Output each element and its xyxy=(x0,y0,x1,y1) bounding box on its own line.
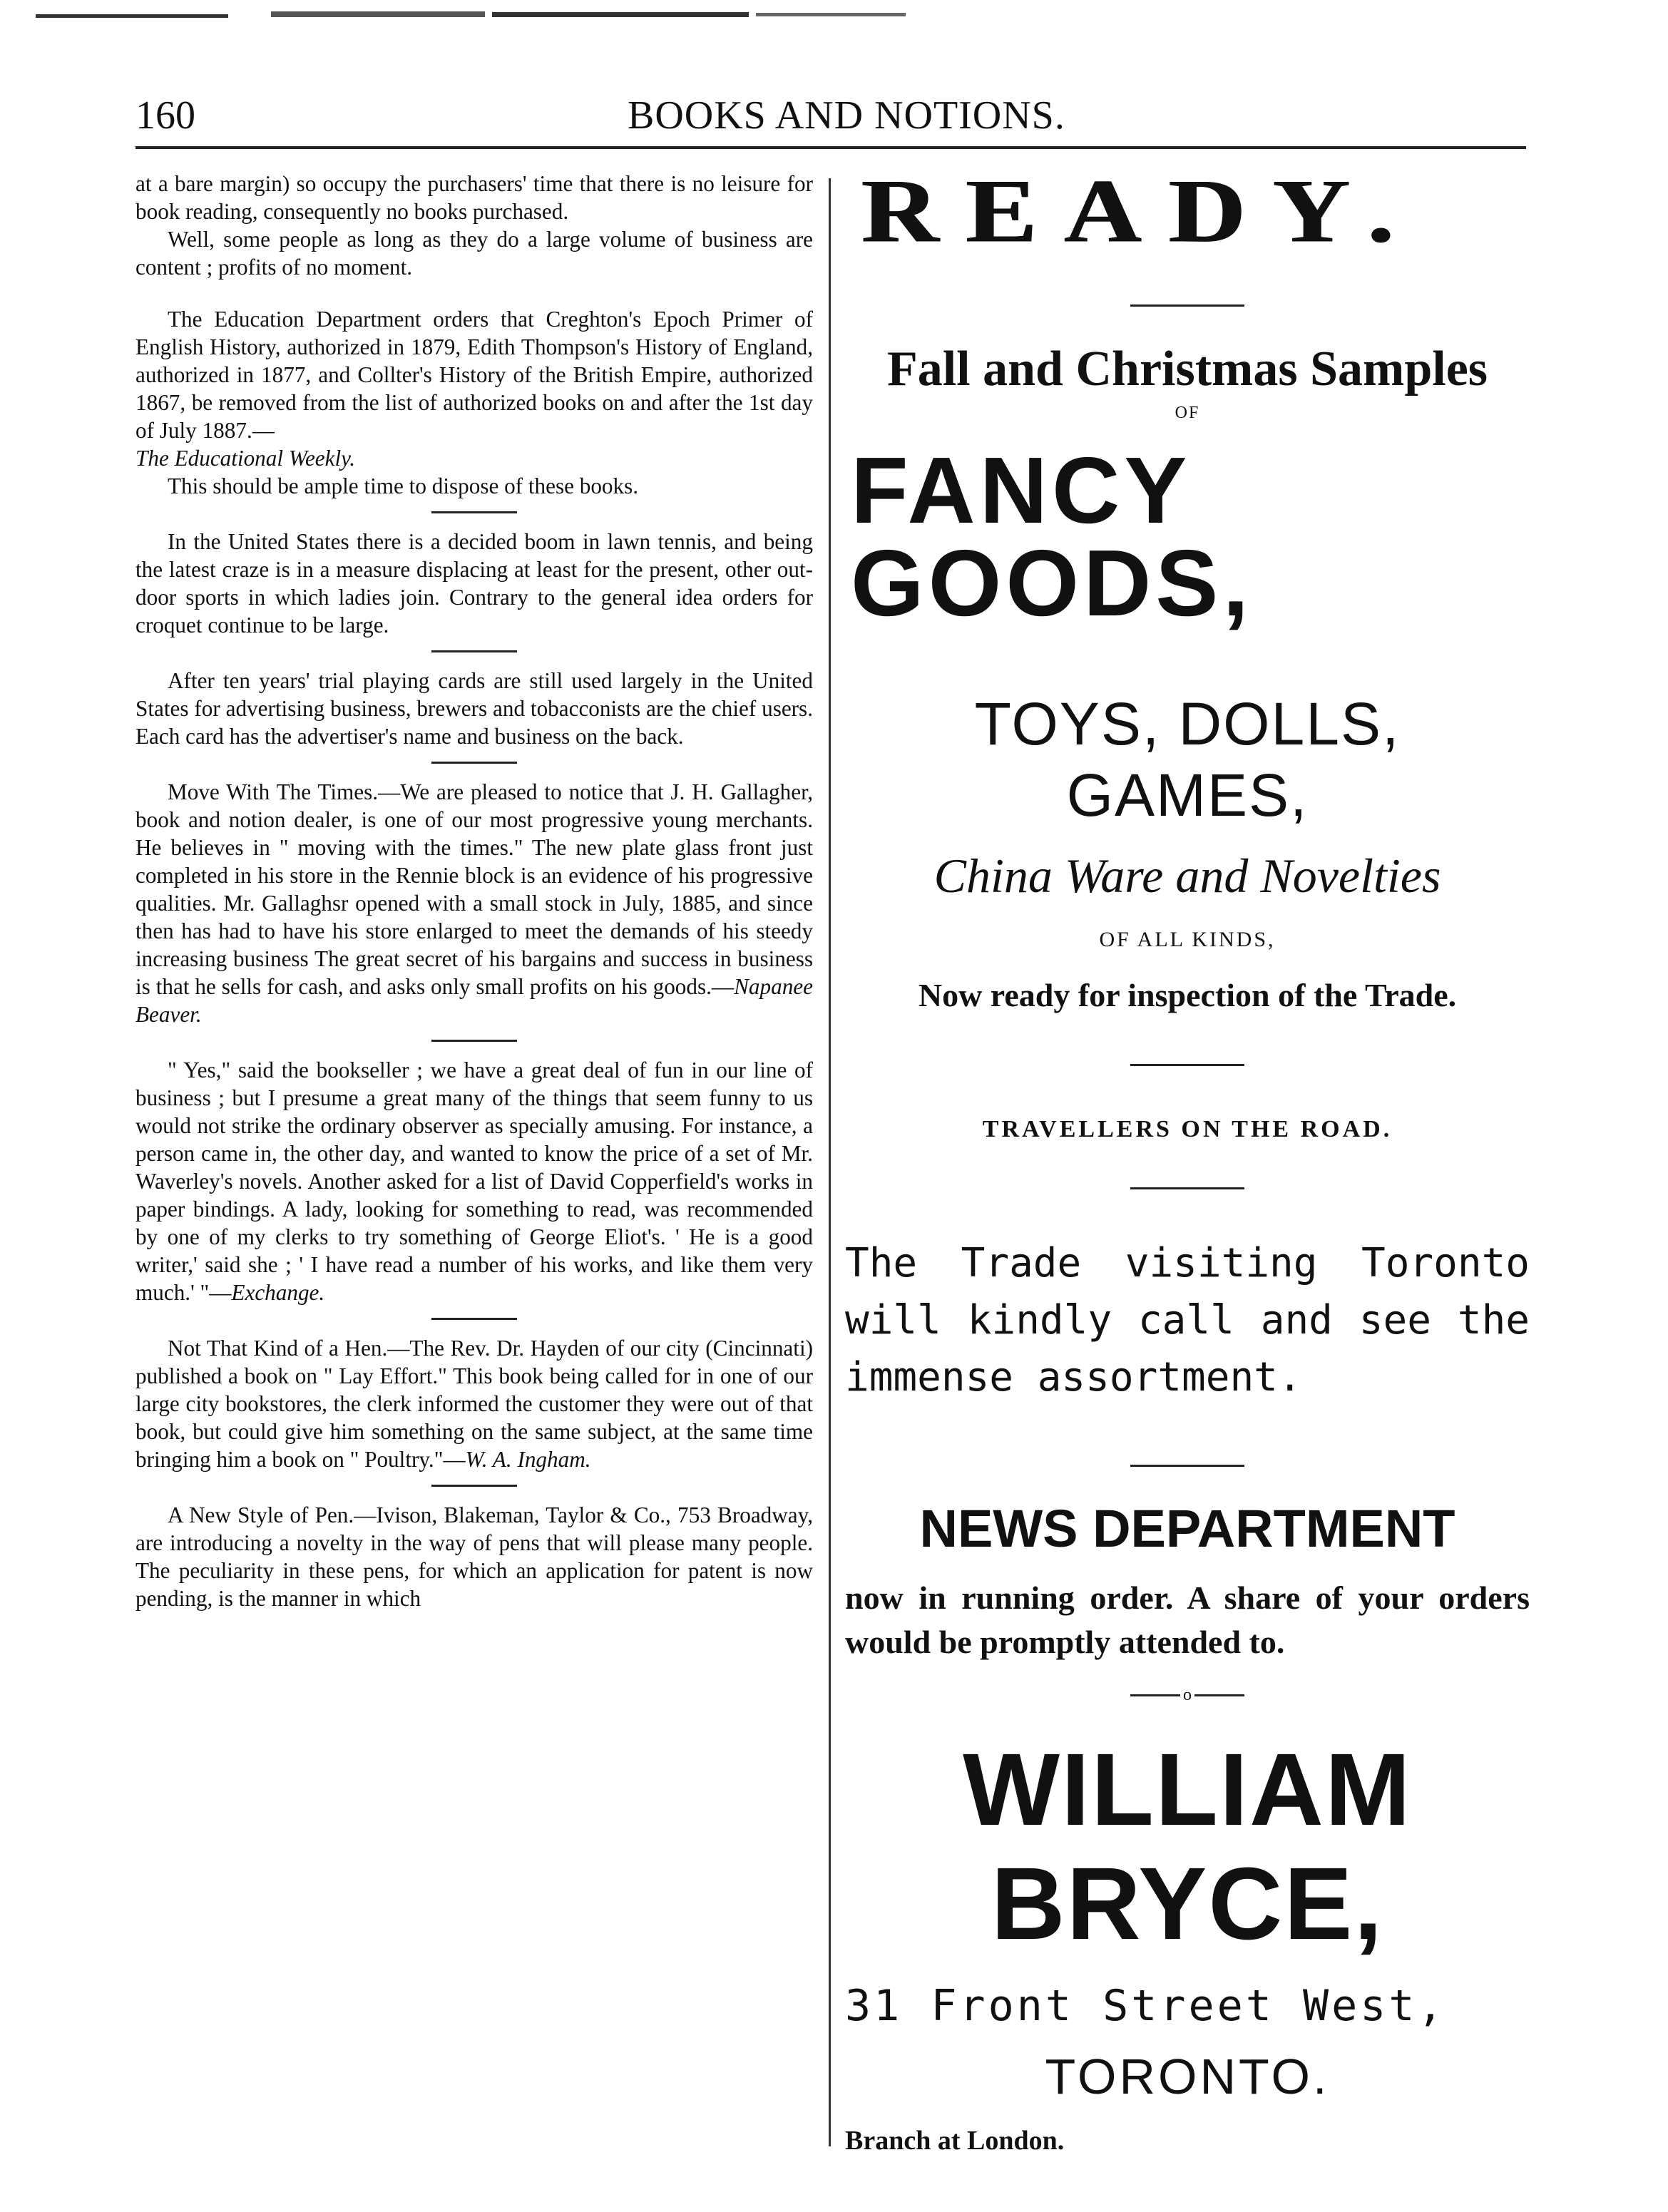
street-address: 31 Front Street West, xyxy=(845,1981,1446,2031)
page-header xyxy=(135,93,1562,150)
top-printing-rule xyxy=(36,9,906,21)
article-divider xyxy=(431,762,517,764)
move-with-times-article xyxy=(135,778,813,1028)
education-department-article xyxy=(135,305,813,472)
article-paragraph: This should be ample time to dispose of these books. xyxy=(168,473,639,498)
column-divider xyxy=(829,178,831,2146)
article-body: " Yes," said the bookseller ; we have a great deal of fun in our line of business ; but I presume a great many of the things that seem funny to us would not strike the ordinary observer as specially amusing. For instance, a person came in, the other day, and wanted to know the price of a set of Mr. Waverley's novels. Another asked for a list of David Copperfield's works in paper bindings. A lady, looking for something to read, was recommended by one of my clerks to try something of George Eliot's. ' He is a good writer,' said she ; ' I have read a number of his works, and like them very much.' "— xyxy=(135,1058,813,1305)
header-rule xyxy=(135,146,1526,149)
article-divider xyxy=(431,511,517,513)
article-divider xyxy=(431,1318,517,1320)
bookseller-anecdote xyxy=(135,1056,813,1306)
news-department-text: now in running order. A share of your orders would be promptly attended to. xyxy=(845,1579,1530,1660)
ornament-divider xyxy=(1130,1684,1244,1706)
fancy-goods-heading: FANCY GOODS, xyxy=(851,438,1254,635)
article-body: Move With The Times.—We are pleased to notice that J. H. Gallagher, book and notion dealer, is one of our most progressive young merchants. He believes in " moving with the times." The new plate glass front just completed in his store in the Rennie block is an evidence of his progressive qualities. Mr. Gallaghsr opened with a small stock in July, 1885, and since then has had to have his store enlarged to meet the demands of his steedy increasing business The great secret of his bargains and success in business is that he sells for cash, and asks only small profits on his goods.— xyxy=(135,779,813,999)
branch-location: Branch at London. xyxy=(845,2126,1065,2156)
article-source: W. A. Ingham. xyxy=(465,1447,591,1472)
china-ware-heading: China Ware and Novelties xyxy=(933,849,1441,903)
toys-heading: TOYS, DOLLS, GAMES, xyxy=(974,690,1401,829)
travellers-label: TRAVELLERS ON THE ROAD. xyxy=(982,1116,1393,1142)
ornament-mark: o xyxy=(1180,1686,1194,1704)
company-name: WILLIAM BRYCE, xyxy=(963,1732,1412,1961)
page-number: 160 xyxy=(135,93,195,138)
article-paragraph: Well, some people as long as they do a large volume of business are content ; profits of no moment. xyxy=(135,227,813,280)
toronto-visit-text: The Trade visiting Toronto will kindly call and see the immense assortment. xyxy=(845,1240,1530,1401)
inspection-text: Now ready for inspection of the Trade. xyxy=(918,977,1457,1013)
article-source: Exchange. xyxy=(231,1280,325,1305)
of-label: OF xyxy=(1175,404,1200,422)
article-divider xyxy=(431,1485,517,1487)
article-body: The Education Department orders that Creghton's Epoch Primer of English History, authorized in 1879, Edith Thompson's History of England, authorized in 1877, and Collter's History of the British Empire, authorized 1867, be removed from the list of authorized books on and after the 1st day of July 1887.— xyxy=(135,307,813,443)
news-department-heading: NEWS DEPARTMENT xyxy=(919,1499,1455,1558)
article-divider xyxy=(431,650,517,652)
article-source: The Educational Weekly. xyxy=(135,446,356,471)
new-style-pen-article: A New Style of Pen.—Ivison, Blakeman, Taylor & Co., 753 Broadway, are introducing a novelty in the way of pens that will please many people. The peculiarity in these pens, for which an application for patent is now pending, is the manner in which xyxy=(135,1502,813,1611)
editorial-column xyxy=(135,170,813,1612)
ready-heading: READY. xyxy=(861,160,1421,262)
article-continuation: at a bare margin) so occupy the purchasers' time that there is no leisure for book reading, consequently no books purchased. xyxy=(135,171,813,224)
all-kinds-label: OF ALL KINDS, xyxy=(1099,928,1276,951)
samples-heading: Fall and Christmas Samples xyxy=(886,342,1488,396)
article-source: Napanee Beaver. xyxy=(135,974,813,1027)
lawn-tennis-article: In the United States there is a decided boom in lawn tennis, and being the latest craze is in a measure displacing at least for the present, other out-door sports in which ladies join. Contrary to the general idea orders for croquet continue to be large. xyxy=(135,529,813,638)
advertisement-column xyxy=(845,160,1530,2156)
city-name: TORONTO. xyxy=(1045,2049,1330,2104)
paragraph-space xyxy=(135,281,813,305)
article-body: Not That Kind of a Hen.—The Rev. Dr. Hayden of our city (Cincinnati) published a book on " Lay Effort." This book being called for in one of our large city bookstores, the clerk informed the customer they were out of that book, but could give him something on the same subject, at the same time bringing him a book on " Poultry."— xyxy=(135,1336,813,1472)
not-that-kind-article xyxy=(135,1334,813,1473)
article-divider xyxy=(431,1040,517,1042)
playing-cards-article: After ten years' trial playing cards are still used largely in the United States for advertising business, brewers and tobacconists are the chief users. Each card has the advertiser's name and business on the back. xyxy=(135,668,813,749)
page-title: BOOKS AND NOTIONS. xyxy=(628,93,1065,138)
